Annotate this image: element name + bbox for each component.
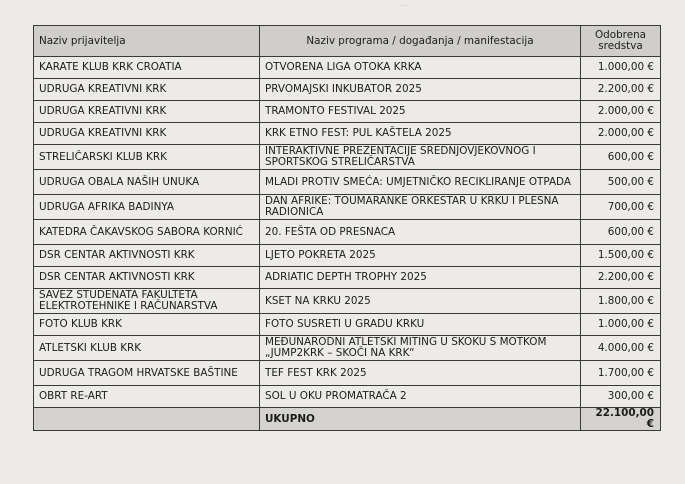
table-row xyxy=(34,267,661,289)
program-cell: 20. FEŠTA OD PRESNACA xyxy=(260,220,581,245)
applicant-cell: FOTO KLUB KRK xyxy=(34,314,260,336)
bleed-through-text: ... xyxy=(400,0,409,9)
amount-cell: 2.200,00 € xyxy=(581,267,661,289)
table-row xyxy=(34,57,661,79)
table-row xyxy=(34,361,661,386)
applicant-cell: KARATE KLUB KRK CROATIA xyxy=(34,57,260,79)
program-cell: MEĐUNARODNI ATLETSKI MITING U SKOKU S MOTKOM „JUMP2KRK – SKOČI NA KRK“ xyxy=(260,336,581,361)
amount-cell: 1.000,00 € xyxy=(581,314,661,336)
applicant-cell: DSR CENTAR AKTIVNOSTI KRK xyxy=(34,267,260,289)
program-cell: LJETO POKRETA 2025 xyxy=(260,245,581,267)
program-cell: FOTO SUSRETI U GRADU KRKU xyxy=(260,314,581,336)
table-row xyxy=(34,386,661,408)
program-cell: TEF FEST KRK 2025 xyxy=(260,361,581,386)
table-row xyxy=(34,145,661,170)
applicant-cell: UDRUGA KREATIVNI KRK xyxy=(34,79,260,101)
amount-cell: 1.700,00 € xyxy=(581,361,661,386)
applicant-cell: OBRT RE-ART xyxy=(34,386,260,408)
amount-cell: 1.500,00 € xyxy=(581,245,661,267)
amount-cell: 600,00 € xyxy=(581,145,661,170)
table-row xyxy=(34,289,661,314)
header-applicant: Naziv prijavitelja xyxy=(34,26,260,57)
table-row xyxy=(34,336,661,361)
program-cell: PRVOMAJSKI INKUBATOR 2025 xyxy=(260,79,581,101)
applicant-cell: KATEDRA ČAKAVSKOG SABORA KORNIĆ xyxy=(34,220,260,245)
table-row xyxy=(34,245,661,267)
table-row xyxy=(34,220,661,245)
program-cell: TRAMONTO FESTIVAL 2025 xyxy=(260,101,581,123)
program-cell: MLADI PROTIV SMEĆA: UMJETNIČKO RECIKLIRANJE OTPADA xyxy=(260,170,581,195)
table-row xyxy=(34,123,661,145)
applicant-cell: UDRUGA KREATIVNI KRK xyxy=(34,123,260,145)
table-row xyxy=(34,195,661,220)
total-row xyxy=(34,408,661,431)
applicant-cell: UDRUGA AFRIKA BADINYA xyxy=(34,195,260,220)
amount-cell: 600,00 € xyxy=(581,220,661,245)
amount-cell: 1.800,00 € xyxy=(581,289,661,314)
program-cell: KSET NA KRKU 2025 xyxy=(260,289,581,314)
applicant-cell: SAVEZ STUDENATA FAKULTETA ELEKTROTEHNIKE I RAČUNARSTVA xyxy=(34,289,260,314)
amount-cell: 2.200,00 € xyxy=(581,79,661,101)
total-label: UKUPNO xyxy=(260,408,581,431)
table-row xyxy=(34,170,661,195)
grants-table xyxy=(33,25,661,431)
amount-cell: 2.000,00 € xyxy=(581,123,661,145)
amount-cell: 1.000,00 € xyxy=(581,57,661,79)
amount-cell: 500,00 € xyxy=(581,170,661,195)
total-applicant-cell xyxy=(34,408,260,431)
amount-cell: 300,00 € xyxy=(581,386,661,408)
applicant-cell: UDRUGA TRAGOM HRVATSKE BAŠTINE xyxy=(34,361,260,386)
table-row xyxy=(34,314,661,336)
applicant-cell: UDRUGA OBALA NAŠIH UNUKA xyxy=(34,170,260,195)
program-cell: ADRIATIC DEPTH TROPHY 2025 xyxy=(260,267,581,289)
program-cell: DAN AFRIKE: TOUMARANKE ORKESTAR U KRKU I PLESNA RADIONICA xyxy=(260,195,581,220)
applicant-cell: DSR CENTAR AKTIVNOSTI KRK xyxy=(34,245,260,267)
program-cell: KRK ETNO FEST: PUL KAŠTELA 2025 xyxy=(260,123,581,145)
program-cell: SOL U OKU PROMATRAČA 2 xyxy=(260,386,581,408)
table-row xyxy=(34,101,661,123)
amount-cell: 4.000,00 € xyxy=(581,336,661,361)
applicant-cell: ATLETSKI KLUB KRK xyxy=(34,336,260,361)
amount-cell: 2.000,00 € xyxy=(581,101,661,123)
applicant-cell: STRELIČARSKI KLUB KRK xyxy=(34,145,260,170)
total-amount: 22.100,00 € xyxy=(581,408,661,431)
header-program: Naziv programa / događanja / manifestacija xyxy=(260,26,581,57)
program-cell: OTVORENA LIGA OTOKA KRKA xyxy=(260,57,581,79)
amount-cell: 700,00 € xyxy=(581,195,661,220)
header-row xyxy=(34,26,661,57)
applicant-cell: UDRUGA KREATIVNI KRK xyxy=(34,101,260,123)
program-cell: INTERAKTIVNE PREZENTACIJE SREDNJOVJEKOVNOG I SPORTSKOG STRELIČARSTVA xyxy=(260,145,581,170)
header-amount: Odobrena sredstva xyxy=(581,26,661,57)
table-row xyxy=(34,79,661,101)
